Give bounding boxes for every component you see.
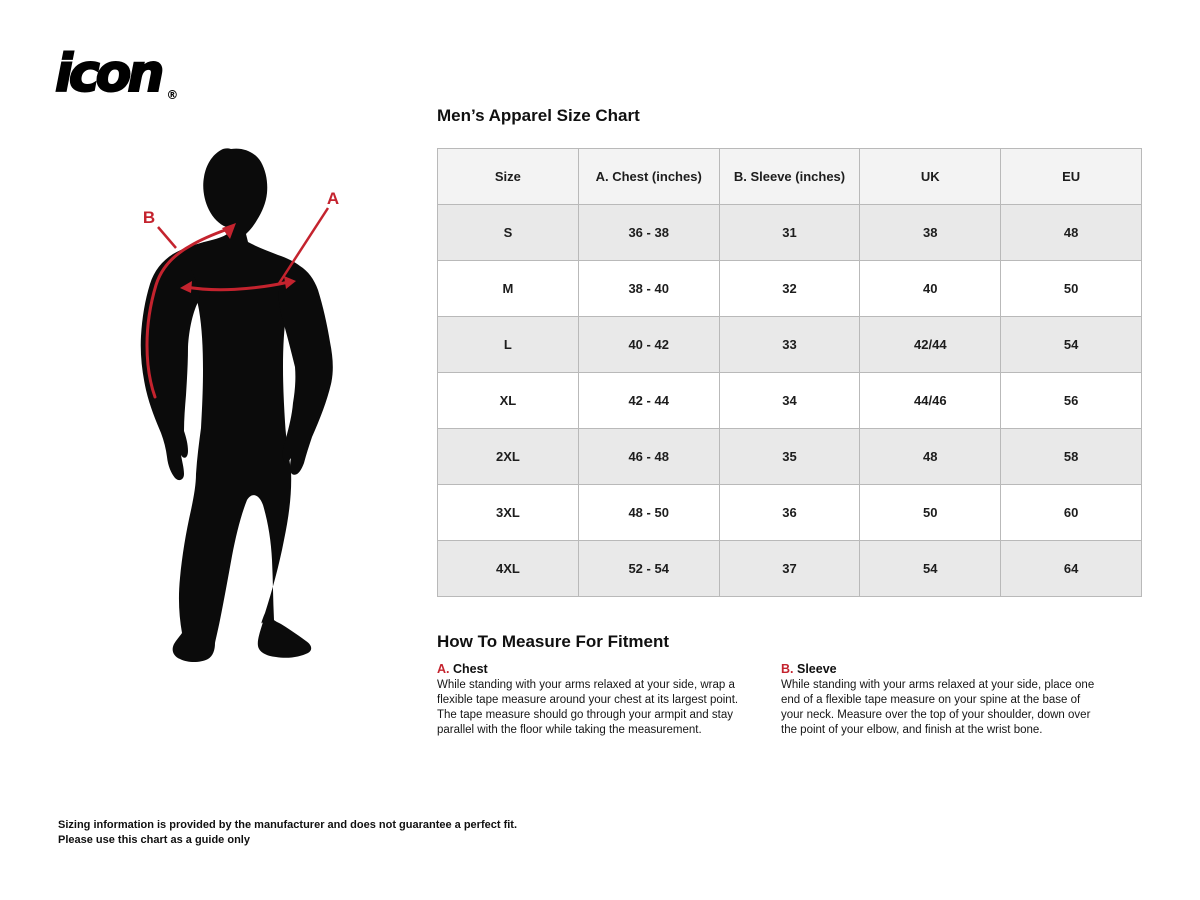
table-cell: 31: [719, 205, 860, 261]
disclaimer-line-2: Please use this chart as a guide only: [58, 834, 250, 846]
column-header: UK: [860, 149, 1001, 205]
table-cell: 44/46: [860, 373, 1001, 429]
column-header: EU: [1001, 149, 1142, 205]
man-right-arm: [279, 266, 333, 475]
table-row: [438, 541, 1142, 597]
table-cell: 54: [1001, 317, 1142, 373]
size-table-body: [438, 205, 1142, 597]
table-cell: 48: [1001, 205, 1142, 261]
table-cell: XL: [438, 373, 579, 429]
table-cell: 35: [719, 429, 860, 485]
how-to-measure-columns: [437, 662, 1147, 738]
table-cell: 46 - 48: [578, 429, 719, 485]
table-row: [438, 373, 1142, 429]
chest-letter: A.: [437, 662, 450, 676]
table-cell: 33: [719, 317, 860, 373]
size-chart-title: Men’s Apparel Size Chart: [437, 106, 640, 125]
table-cell: 34: [719, 373, 860, 429]
table-cell: 4XL: [438, 541, 579, 597]
sleeve-instructions-heading: [781, 662, 1099, 676]
column-header: Size: [438, 149, 579, 205]
disclaimer-line-1: Sizing information is provided by the manufacturer and does not guarantee a perfect fit.: [58, 819, 518, 831]
table-row: [438, 205, 1142, 261]
sleeve-letter: B.: [781, 662, 794, 676]
table-cell: 40 - 42: [578, 317, 719, 373]
table-row: [438, 485, 1142, 541]
table-cell: 42 - 44: [578, 373, 719, 429]
header-row: [438, 149, 1142, 205]
table-cell: 50: [860, 485, 1001, 541]
logo-text: icon: [55, 44, 161, 104]
table-cell: 37: [719, 541, 860, 597]
table-cell: 56: [1001, 373, 1142, 429]
chest-instructions-text: While standing with your arms relaxed at your side, wrap a flexible tape measure around your chest at its largest point. The tape measure should go through your armpit and stay parallel with the floor while taking the measurement.: [437, 679, 739, 736]
size-chart-panel: [437, 106, 1142, 597]
sleeve-label-b: B: [142, 208, 156, 227]
table-cell: 42/44: [860, 317, 1001, 373]
table-cell: 36 - 38: [578, 205, 719, 261]
sleeve-instructions-text: While standing with your arms relaxed at your side, place one end of a flexible tape measure on your spine at the base of your neck. Measure over the top of your shoulder, down over the point of your elbow, and finish at the wrist bone.: [781, 679, 1095, 736]
man-silhouette: [173, 148, 312, 662]
table-cell: 54: [860, 541, 1001, 597]
chest-instructions-heading: [437, 662, 755, 676]
table-cell: 38 - 40: [578, 261, 719, 317]
chest-instructions: [437, 662, 755, 738]
table-cell: L: [438, 317, 579, 373]
table-cell: 48: [860, 429, 1001, 485]
icon-brand-logo: [55, 44, 179, 104]
label-b-leader-line: [158, 227, 176, 248]
table-cell: 50: [1001, 261, 1142, 317]
size-table: [437, 148, 1142, 597]
column-header: A. Chest (inches): [578, 149, 719, 205]
registered-trademark-icon: ®: [166, 88, 179, 102]
table-cell: 52 - 54: [578, 541, 719, 597]
size-table-head: [438, 149, 1142, 205]
table-cell: S: [438, 205, 579, 261]
sleeve-instructions: [781, 662, 1099, 738]
table-row: [438, 317, 1142, 373]
table-cell: 58: [1001, 429, 1142, 485]
how-to-measure-section: [437, 632, 1147, 738]
how-to-measure-title: How To Measure For Fitment: [437, 632, 670, 651]
table-cell: 40: [860, 261, 1001, 317]
figure-svg: [100, 140, 430, 690]
table-cell: 36: [719, 485, 860, 541]
table-cell: 38: [860, 205, 1001, 261]
table-cell: 3XL: [438, 485, 579, 541]
column-header: B. Sleeve (inches): [719, 149, 860, 205]
chest-label-a: A: [326, 189, 340, 208]
table-row: [438, 429, 1142, 485]
table-cell: 64: [1001, 541, 1142, 597]
chest-name: Chest: [452, 662, 488, 676]
sleeve-name: Sleeve: [796, 662, 837, 676]
table-cell: 48 - 50: [578, 485, 719, 541]
table-cell: 60: [1001, 485, 1142, 541]
table-cell: 32: [719, 261, 860, 317]
measurement-figure: [100, 140, 430, 690]
table-cell: M: [438, 261, 579, 317]
table-cell: 2XL: [438, 429, 579, 485]
table-row: [438, 261, 1142, 317]
disclaimer: [58, 818, 517, 848]
